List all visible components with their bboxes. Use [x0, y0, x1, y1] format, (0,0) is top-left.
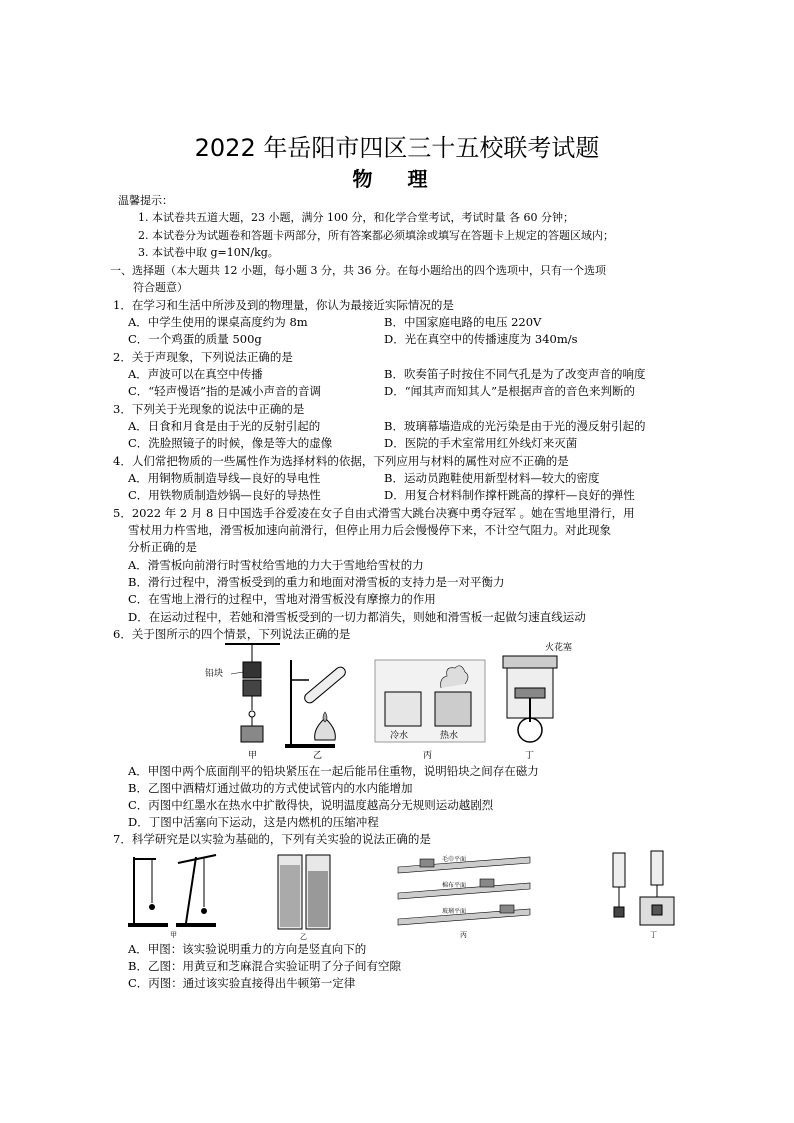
q7-option-c: C．丙图：通过该实验直接得出牛顿第一定律	[128, 976, 356, 990]
section-heading-line2: 符合题意）	[133, 281, 188, 294]
q7-fig-jia	[128, 855, 216, 939]
q3-stem: 3．下列关于光现象的说法中正确的是	[113, 402, 305, 416]
notice-heading: 温馨提示：	[118, 194, 173, 207]
q7-fig-yi	[278, 855, 330, 940]
q6-option-c: C．丙图中红墨水在热水中扩散得快，说明温度越高分无规则运动越剧烈	[128, 798, 494, 812]
notice-item-1: 1. 本试卷共五道大题，23 小题，满分 100 分，和化学合堂考试，考试时量 各 60 分钟；	[138, 211, 574, 224]
q1-stem: 1．在学习和生活中所涉及到的物理量，你认为最接近实际情况的是	[113, 298, 454, 312]
q4-option-b: B．运动员跑鞋使用新型材料—较大的密度	[384, 471, 600, 485]
q6-figure	[205, 640, 585, 762]
q6-lead-label: 铅块	[205, 669, 224, 679]
q1-option-d: D．光在真空中的传播速度为 340m/s	[384, 332, 578, 346]
notice-item-3: 3. 本试卷中取 g=10N/kg。	[138, 246, 279, 259]
q5-option-c: C．在雪地上滑行的过程中，雪地对滑雪板没有摩擦力的作用	[128, 592, 436, 606]
q6-spark-label: 火花塞	[545, 643, 573, 653]
q3-option-a: A．日食和月食是由于光的反射引起的	[128, 419, 321, 433]
q3-option-b: B．玻璃幕墙造成的光污染是由于光的漫反射引起的	[384, 419, 646, 433]
q3-option-d: D．医院的手术室常用红外线灯来灭菌	[384, 436, 578, 450]
q7-caption-jia: 甲	[170, 931, 177, 939]
q7-option-b: B．乙图：用黄豆和芝麻混合实验证明了分子间有空隙	[128, 959, 401, 973]
q4-option-d: D．用复合材料制作撑杆跳高的撑杆—良好的弹性	[384, 488, 635, 502]
q6-fig-yi	[285, 660, 347, 761]
q5-stem-line3: 分析正确的是	[128, 540, 197, 554]
q6-fig-bing	[375, 660, 485, 761]
q2-option-c: C．“轻声慢语”指的是减小声音的音调	[128, 384, 322, 398]
q6-caption-yi: 乙	[313, 751, 323, 761]
q6-caption-ding: 丁	[525, 751, 535, 761]
q6-option-d: D．丁图中活塞向下运动，这是内燃机的压缩冲程	[128, 815, 379, 829]
q6-caption-bing: 丙	[423, 751, 433, 761]
q7-fig-bing	[398, 855, 530, 939]
q2-option-d: D．“闻其声而知其人”是根据声音的音色来判断的	[384, 384, 635, 398]
q7-option-a: A．甲图：该实验说明重力的方向是竖直向下的	[128, 942, 367, 956]
q4-option-a: A．用铜物质制造导线—良好的导电性	[128, 471, 321, 485]
q3-option-c: C．洗脸照镜子的时候，像是等大的虚像	[128, 436, 333, 450]
q5-option-b: B．滑行过程中，滑雪板受到的重力和地面对滑雪板的支持力是一对平衡力	[128, 575, 505, 589]
exam-title: 2022 年岳阳市四区三十五校联考试题	[194, 134, 600, 162]
q1-option-b: B．中国家庭电路的电压 220V	[384, 315, 542, 329]
q2-option-b: B．吹奏笛子时按住不同气孔是为了改变声音的响度	[384, 367, 646, 381]
q6-stem: 6．关于图所示的四个情景，下列说法正确的是	[113, 627, 351, 641]
q7-caption-yi: 乙	[300, 933, 307, 940]
q6-caption-jia: 甲	[248, 751, 258, 761]
notice-item-2: 2. 本试卷分为试题卷和答题卡两部分，所有答案都必须填涂或填写在答题卡上规定的答题区域内；	[138, 229, 614, 242]
section-heading-line1: 一、选择题（本大题共 12 小题，每小题 3 分，共 36 分。在每小题给出的四个选项中，只有一个选项	[110, 264, 606, 277]
q5-stem-line2: 雪杖用力杵雪地，滑雪板加速向前滑行，但停止用力后会慢慢停下来，不计空气阻力。对此现象	[128, 523, 611, 537]
q1-option-c: C．一个鸡蛋的质量 500g	[128, 332, 262, 346]
q7-fig-ding	[613, 851, 674, 939]
q7-caption-ding: 丁	[650, 931, 657, 939]
q5-option-a: A．滑雪板向前滑行时雪杖给雪地的力大于雪地给雪杖的力	[128, 558, 424, 572]
q4-stem: 4．人们常把物质的一些属性作为选择材料的依据，下列应用与材料的属性对应不正确的是	[113, 454, 569, 468]
q5-option-d: D．在运动过程中，若她和滑雪板受到的一切力都消失，则她和滑雪板一起做匀速直线运动	[128, 610, 586, 624]
q6-option-b: B．乙图中酒精灯通过做功的方式使试管内的水内能增加	[128, 781, 413, 795]
q5-stem-line1: 5．2022 年 2 月 8 日中国选手谷爱凌在女子自由式滑雪大跳台决赛中勇夺冠军 。她在雪地里滑行，用	[113, 506, 635, 520]
subject-title: 物 理	[352, 167, 442, 191]
q6-hot-label: 热水	[440, 731, 459, 741]
q6-option-a: A．甲图中两个底面削平的铅块紧压在一起后能吊住重物，说明铅块之间存在磁力	[128, 764, 539, 778]
q7-figure	[120, 845, 680, 940]
q6-fig-jia	[205, 644, 280, 761]
q7-surface-3: 玻璃平面	[442, 908, 467, 915]
q6-fig-ding	[503, 641, 572, 761]
q2-option-a: A．声波可以在真空中传播	[128, 367, 263, 381]
q7-surface-2: 棉布平面	[442, 882, 467, 889]
q7-caption-bing: 丙	[460, 931, 467, 939]
q1-option-a: A．中学生使用的课桌高度约为 8m	[128, 315, 308, 329]
q2-stem: 2．关于声现象，下列说法正确的是	[113, 350, 293, 364]
q4-option-c: C．用铁物质制造炒锅—良好的导热性	[128, 488, 321, 502]
q7-surface-1: 毛巾平面	[442, 856, 467, 863]
q6-cold-label: 冷水	[390, 731, 409, 741]
q7-stem: 7．科学研究是以实验为基础的，下列有关实验的说法正确的是	[113, 832, 431, 846]
